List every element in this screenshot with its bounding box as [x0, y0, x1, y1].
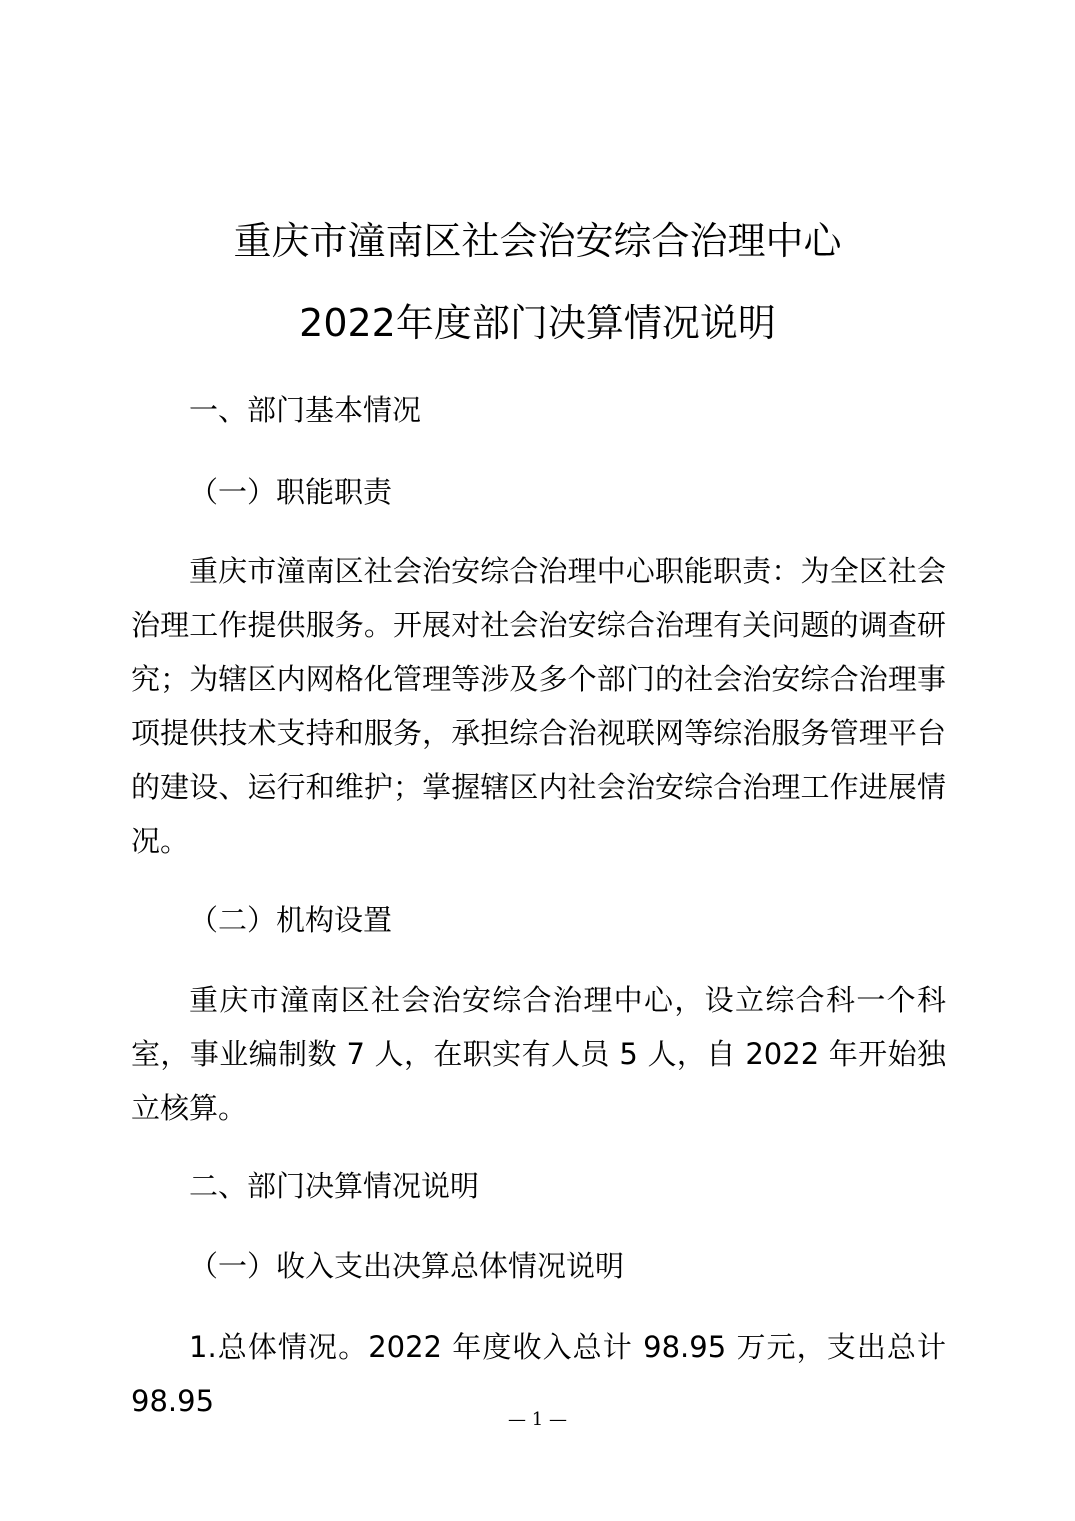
subsection-heading-income-expense: （一）收入支出决算总体情况说明: [189, 1249, 625, 1283]
subsection-heading-organization: （二）机构设置: [189, 903, 393, 937]
section-heading-final-accounts: 二、部门决算情况说明: [189, 1169, 480, 1203]
paragraph-organization: 重庆市潼南区社会治安综合治理中心，设立综合科一个科室，事业编制数 7 人，在职实有人员 5 人，自 2022 年开始独立核算。: [131, 983, 946, 1125]
page-number: — 1 —: [508, 1409, 567, 1430]
section-heading-basic-info: 一、部门基本情况: [189, 393, 422, 427]
paragraph-income-expense: 1.总体情况。2022 年度收入总计 98.95 万元，支出总计 98.95: [131, 1330, 946, 1418]
document-title-line2: 2022年度部门决算情况说明: [299, 301, 776, 345]
paragraph-duties: 重庆市潼南区社会治安综合治理中心职能职责：为全区社会治理工作提供服务。开展对社会治安综合治理有关问题的调查研究；为辖区内网格化管理等涉及多个部门的社会治安综合治理事项提供技术支持和服务，承担综合治视联网等综治服务管理平台的建设、运行和维护；掌握辖区内社会治安综合治理工作进展情况。: [131, 554, 946, 858]
subsection-heading-duties: （一）职能职责: [189, 475, 393, 509]
document-title-line1: 重庆市潼南区社会治安综合治理中心: [233, 219, 842, 263]
